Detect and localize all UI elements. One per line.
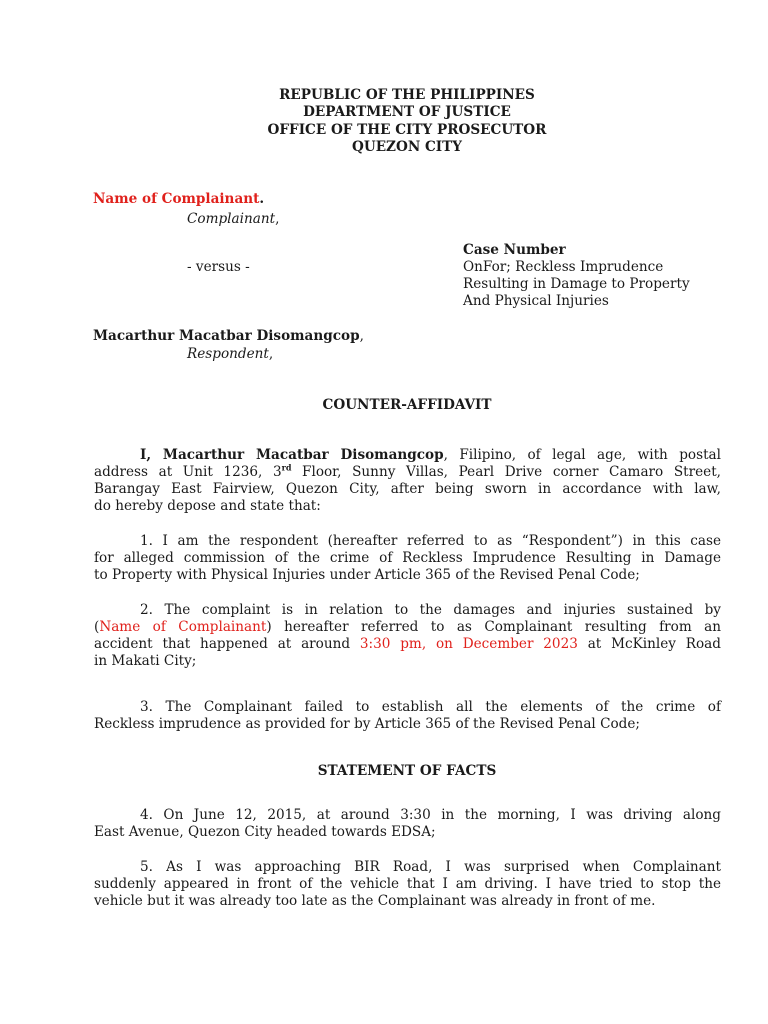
header-line-republic: REPUBLIC OF THE PHILIPPINES (279, 87, 535, 103)
intro-line-2-sup: rd (281, 462, 292, 473)
complainant-role (187, 211, 279, 228)
affiant-name: I, Macarthur Macatbar Disomangcop (140, 447, 444, 463)
intro-line-2 (94, 464, 721, 481)
versus-text: - versus - (187, 259, 250, 275)
para-2-line-1: 2. The complaint is in relation to the damages and injuries sustained by (140, 602, 721, 618)
para-3-line-1: 3. The Complainant failed to establish all the elements of the crime of (140, 699, 721, 715)
para-2-line-4: in Makati City; (94, 653, 197, 669)
para-3-line-2: Reckless imprudence as provided for by Article 365 of the Revised Penal Code; (94, 716, 640, 732)
para-1-line-3: to Property with Physical Injuries under Article 365 of the Revised Penal Code; (94, 567, 640, 583)
para-2-line-2 (94, 619, 721, 636)
respondent-name-text: Macarthur Macatbar Disomangcop (93, 328, 360, 344)
respondent-role (187, 346, 273, 363)
header-line-city: QUEZON CITY (352, 139, 462, 155)
para-2-line-3-pre: accident that happened at around (94, 636, 360, 652)
complainant-name (93, 191, 264, 208)
para-5-line-3: vehicle but it was already too late as the Complainant was already in front of me. (94, 893, 656, 909)
para-5-line-1: 5. As I was approaching BIR Road, I was surprised when Complainant (140, 859, 721, 875)
para-4-line-2: East Avenue, Quezon City headed towards EDSA; (94, 824, 436, 840)
header-line-department: DEPARTMENT OF JUSTICE (303, 104, 511, 120)
intro-line-3: Barangay East Fairview, Quezon City, after being sworn in accordance with law, (94, 481, 721, 497)
case-description-line-3: And Physical Injuries (463, 293, 609, 309)
complainant-role-comma: , (275, 211, 280, 227)
respondent-role-text: Respondent (187, 346, 269, 362)
complainant-name-text: Name of Complainant (93, 191, 260, 207)
intro-line-1-rest: , Filipino, of legal age, with postal (443, 447, 721, 463)
intro-line-4: do hereby depose and state that: (94, 498, 321, 514)
intro-line-2-pre: address at Unit 1236, 3 (94, 464, 282, 480)
case-description-line-1: OnFor; Reckless Imprudence (463, 259, 664, 275)
para-2-open-paren: ( (94, 619, 100, 635)
para-2-line-2-rest: ) hereafter referred to as Complainant resulting from an (266, 619, 721, 635)
header-line-office: OFFICE OF THE CITY PROSECUTOR (267, 122, 547, 138)
intro-line-1 (140, 447, 721, 464)
facts-heading: STATEMENT OF FACTS (317, 763, 497, 779)
para-2-complainant-name: Name of Complainant (99, 619, 267, 635)
complainant-name-dot: . (259, 191, 265, 207)
para-4-line-1: 4. On June 12, 2015, at around 3:30 in the morning, I was driving along (140, 807, 721, 823)
complainant-role-text: Complainant (187, 211, 276, 227)
respondent-role-comma: , (268, 346, 274, 362)
case-description-line-2: Resulting in Damage to Property (463, 276, 690, 292)
para-2-line-3-post: at McKinley Road (577, 636, 721, 652)
para-2-date-time: 3:30 pm, on December 2023 (359, 636, 578, 652)
respondent-name-comma: , (359, 328, 364, 344)
respondent-name (93, 328, 364, 345)
intro-line-2-post: Floor, Sunny Villas, Pearl Drive corner Camaro Street, (291, 464, 721, 480)
para-2-line-3 (94, 636, 721, 653)
document-title: COUNTER-AFFIDAVIT (322, 397, 492, 413)
para-1-line-1: 1. I am the respondent (hereafter referred to as “Respondent”) in this case (140, 533, 721, 549)
para-5-line-2: suddenly appeared in front of the vehicle that I am driving. I have tried to stop the (94, 876, 721, 892)
para-1-line-2: for alleged commission of the crime of Reckless Imprudence Resulting in Damage (94, 550, 721, 566)
case-number-label: Case Number (463, 242, 566, 258)
